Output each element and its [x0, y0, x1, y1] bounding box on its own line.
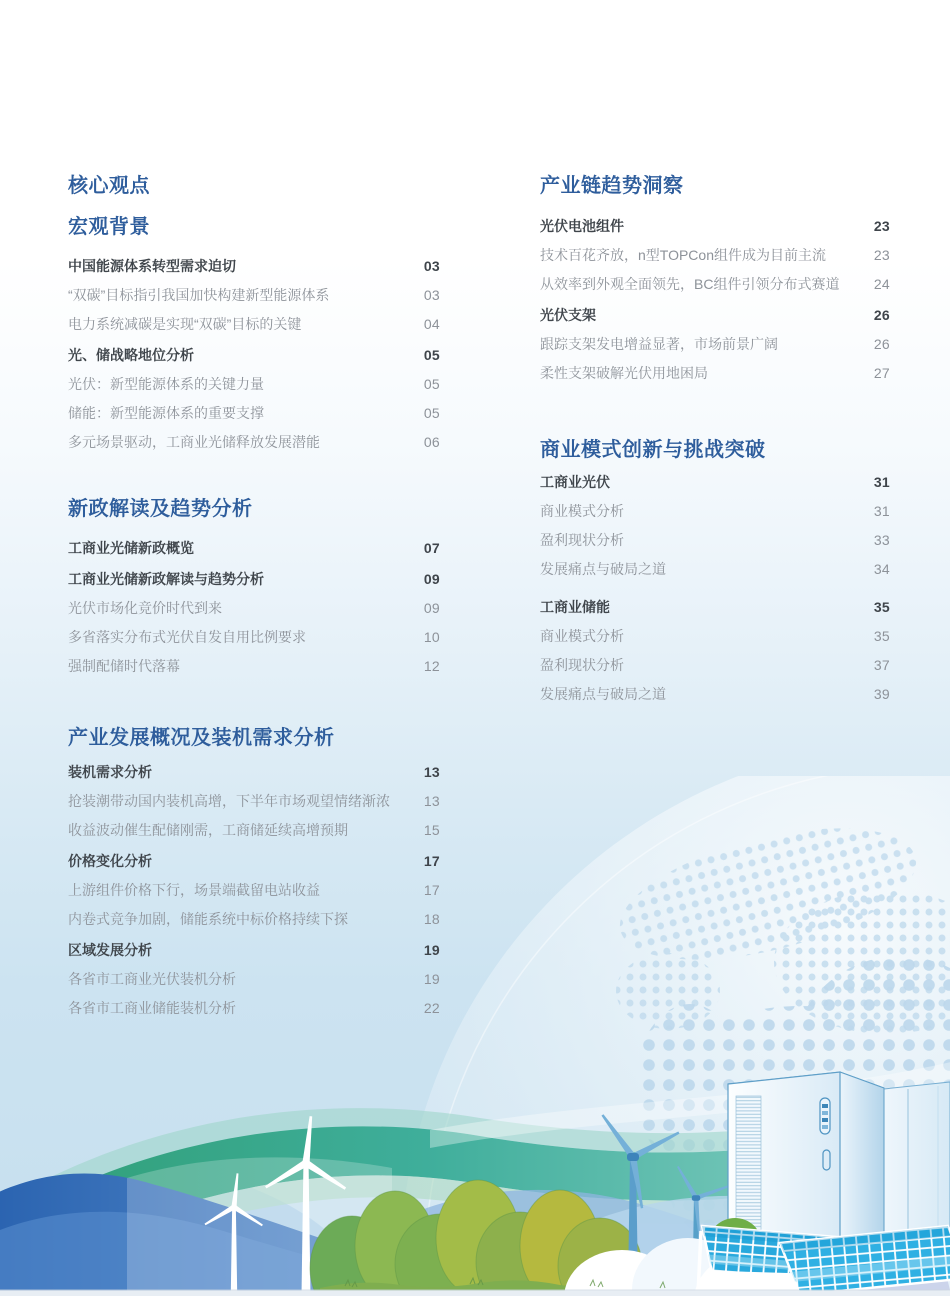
toc-entry[interactable]: 光伏支架 26	[540, 306, 890, 323]
toc-entry[interactable]: 多元场景驱动，工商业光储释放发展潜能 06	[68, 433, 440, 450]
toc-list	[68, 251, 440, 456]
page-number: 05	[423, 375, 440, 392]
page-number: 09	[423, 570, 440, 587]
toc-entry[interactable]: 区域发展分析 19	[68, 941, 440, 958]
page-number: 35	[873, 627, 890, 644]
page-number: 18	[423, 910, 440, 927]
toc-list	[540, 467, 890, 708]
page-number: 07	[423, 539, 440, 556]
toc-entry[interactable]: 内卷式竞争加剧，储能系统中标价格持续下探 18	[68, 910, 440, 927]
toc-entry[interactable]: 光、储战略地位分析 05	[68, 346, 440, 363]
page-bottom-strip	[0, 1290, 950, 1296]
toc-entry[interactable]: 装机需求分析 13	[68, 763, 440, 780]
page-number: 35	[873, 598, 890, 615]
page-number: 31	[873, 502, 890, 519]
toc-entry[interactable]: 跟踪支架发电增益显著，市场前景广阔 26	[540, 335, 890, 352]
page-number: 17	[423, 881, 440, 898]
page-number: 12	[423, 657, 440, 674]
toc-entry[interactable]: 光伏电池组件 23	[540, 217, 890, 234]
toc-entry[interactable]: 中国能源体系转型需求迫切 03	[68, 257, 440, 274]
page-number: 23	[873, 246, 890, 263]
page-number: 04	[423, 315, 440, 332]
section-heading-industry-demand: 产业发展概况及装机需求分析	[68, 727, 335, 749]
toc-entry[interactable]: 收益波动催生配储刚需，工商储延续高增预期 15	[68, 821, 440, 838]
toc-column-right	[540, 173, 890, 708]
toc-entry[interactable]: 柔性支架破解光伏用地困局 27	[540, 364, 890, 381]
toc-entry[interactable]: 上游组件价格下行，场景端截留电站收益 17	[68, 881, 440, 898]
toc-entry[interactable]: 价格变化分析 17	[68, 852, 440, 869]
section-heading-policy-analysis: 新政解读及趋势分析	[68, 498, 253, 520]
toc-list	[68, 533, 440, 680]
toc-entry[interactable]: 电力系统减碳是实现“双碳”目标的关键 04	[68, 315, 440, 332]
page-number: 19	[423, 970, 440, 987]
page-number: 23	[873, 217, 890, 234]
toc-entry[interactable]: 多省落实分布式光伏自发自用比例要求 10	[68, 628, 440, 645]
toc-entry[interactable]: 强制配储时代落幕 12	[68, 657, 440, 674]
toc-entry[interactable]: 盈利现状分析 37	[540, 656, 890, 673]
page-number: 13	[423, 763, 440, 780]
page-number: 33	[873, 531, 890, 548]
toc-entry[interactable]: 工商业光储新政解读与趋势分析 09	[68, 570, 440, 587]
toc-entry[interactable]: 发展痛点与破局之道 34	[540, 560, 890, 577]
toc-entry[interactable]: 发展痛点与破局之道 39	[540, 685, 890, 702]
toc-entry[interactable]: 抢装潮带动国内装机高增，下半年市场观望情绪渐浓 13	[68, 792, 440, 809]
section-heading-core-views: 核心观点	[68, 175, 150, 197]
toc-entry[interactable]: “双碳”目标指引我国加快构建新型能源体系 03	[68, 286, 440, 303]
page-number: 26	[873, 335, 890, 352]
page-number: 27	[873, 364, 890, 381]
page-number: 05	[423, 404, 440, 421]
page-number: 39	[873, 685, 890, 702]
toc-entry[interactable]: 各省市工商业光伏装机分析 19	[68, 970, 440, 987]
page-number: 09	[423, 599, 440, 616]
toc-entry[interactable]: 商业模式分析 35	[540, 627, 890, 644]
page-number: 22	[423, 999, 440, 1016]
section-heading-supply-chain: 产业链趋势洞察	[540, 175, 684, 197]
toc-entry[interactable]: 技术百花齐放，n型TOPCon组件成为目前主流 23	[540, 246, 890, 263]
toc-list	[540, 211, 890, 387]
toc-entry[interactable]: 储能：新型能源体系的重要支撑 05	[68, 404, 440, 421]
page-number: 17	[423, 852, 440, 869]
section-heading-business-model: 商业模式创新与挑战突破	[540, 439, 766, 461]
page-number: 06	[423, 433, 440, 450]
toc-entry[interactable]: 商业模式分析 31	[540, 502, 890, 519]
toc-entry[interactable]: 工商业光伏 31	[540, 473, 890, 490]
toc-entry[interactable]: 工商业储能 35	[540, 598, 890, 615]
toc-entry[interactable]: 盈利现状分析 33	[540, 531, 890, 548]
page-number: 05	[423, 346, 440, 363]
toc-entry[interactable]: 从效率到外观全面领先，BC组件引领分布式赛道 24	[540, 275, 890, 292]
toc-entry[interactable]: 各省市工商业储能装机分析 22	[68, 999, 440, 1016]
page-number: 34	[873, 560, 890, 577]
page-number: 15	[423, 821, 440, 838]
toc-entry[interactable]: 光伏市场化竞价时代到来 09	[68, 599, 440, 616]
page-number: 13	[423, 792, 440, 809]
page-number: 10	[423, 628, 440, 645]
toc-entry[interactable]: 工商业光储新政概览 07	[68, 539, 440, 556]
page-number: 19	[423, 941, 440, 958]
page-number: 26	[873, 306, 890, 323]
page-number: 03	[423, 257, 440, 274]
page-number: 03	[423, 286, 440, 303]
section-heading-macro-background: 宏观背景	[68, 216, 150, 238]
page-number: 37	[873, 656, 890, 673]
toc-entry[interactable]: 光伏：新型能源体系的关键力量 05	[68, 375, 440, 392]
page-number: 24	[873, 275, 890, 292]
bottom-illustration	[0, 776, 950, 1296]
page-number: 31	[873, 473, 890, 490]
